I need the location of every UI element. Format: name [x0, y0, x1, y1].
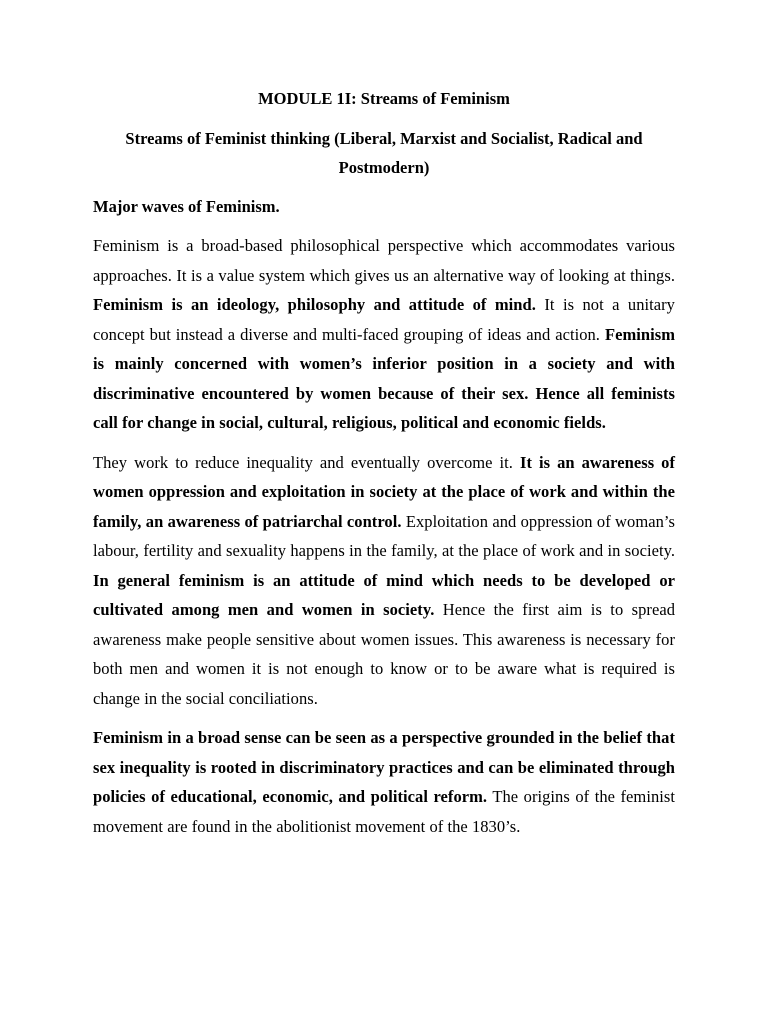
paragraph-1	[93, 231, 675, 438]
paragraph-2-run: Hence the first aim is to spread awareness make people sensitive about women issues. This awareness is necessary for both men and women it is not enough to know or to be aware what is required is change in the social conciliations.	[93, 600, 676, 708]
paragraph-1-bold-run: Feminism is mainly concerned with women’s inferior position in a society and with discriminative encountered by women because of their sex. Hence all feminists call for change in social, cultural, religious, political and economic fields.	[93, 324, 675, 432]
paragraph-3-run: The origins of the feminist movement are found in the abolitionist movement of the 1830’s.	[93, 787, 675, 836]
paragraph-3-bold-run: Feminism in a broad sense can be seen as a perspective grounded in the belief that sex inequality is rooted in discriminatory practices and can be eliminated through policies of educational, economic, and political reform.	[93, 728, 675, 806]
paragraph-2	[93, 448, 675, 714]
paragraph-1-run: Feminism is a broad-based philosophical perspective which accommodates various approaches. It is a value system which gives us an alternative way of looking at things.	[93, 236, 675, 285]
paragraph-1-run: It is not a unitary concept but instead a diverse and multi-faced grouping of ideas and action.	[93, 295, 675, 344]
paragraph-2-bold-run: In general feminism is an attitude of mind which needs to be developed or cultivated among men and women in society.	[93, 570, 675, 619]
document-subtitle: Streams of Feminist thinking (Liberal, Marxist and Socialist, Radical and Postmodern)	[125, 128, 643, 177]
paragraph-2-run: Exploitation and oppression of woman’s labour, fertility and sexuality happens in the family, at the place of work and in society.	[93, 511, 675, 560]
paragraph-2-run: They work to reduce inequality and eventually overcome it.	[93, 452, 520, 472]
section-heading: Major waves of Feminism.	[93, 196, 280, 216]
paragraph-1-bold-run: Feminism is an ideology, philosophy and attitude of mind.	[93, 295, 536, 314]
paragraph-2-bold-run: It is an awareness of women oppression and exploitation in society at the place of work and within the family, an awareness of patriarchal control.	[93, 452, 676, 531]
module-title: MODULE 1I: Streams of Feminism	[258, 89, 510, 108]
paragraph-3	[93, 723, 675, 841]
document-page	[93, 84, 675, 851]
